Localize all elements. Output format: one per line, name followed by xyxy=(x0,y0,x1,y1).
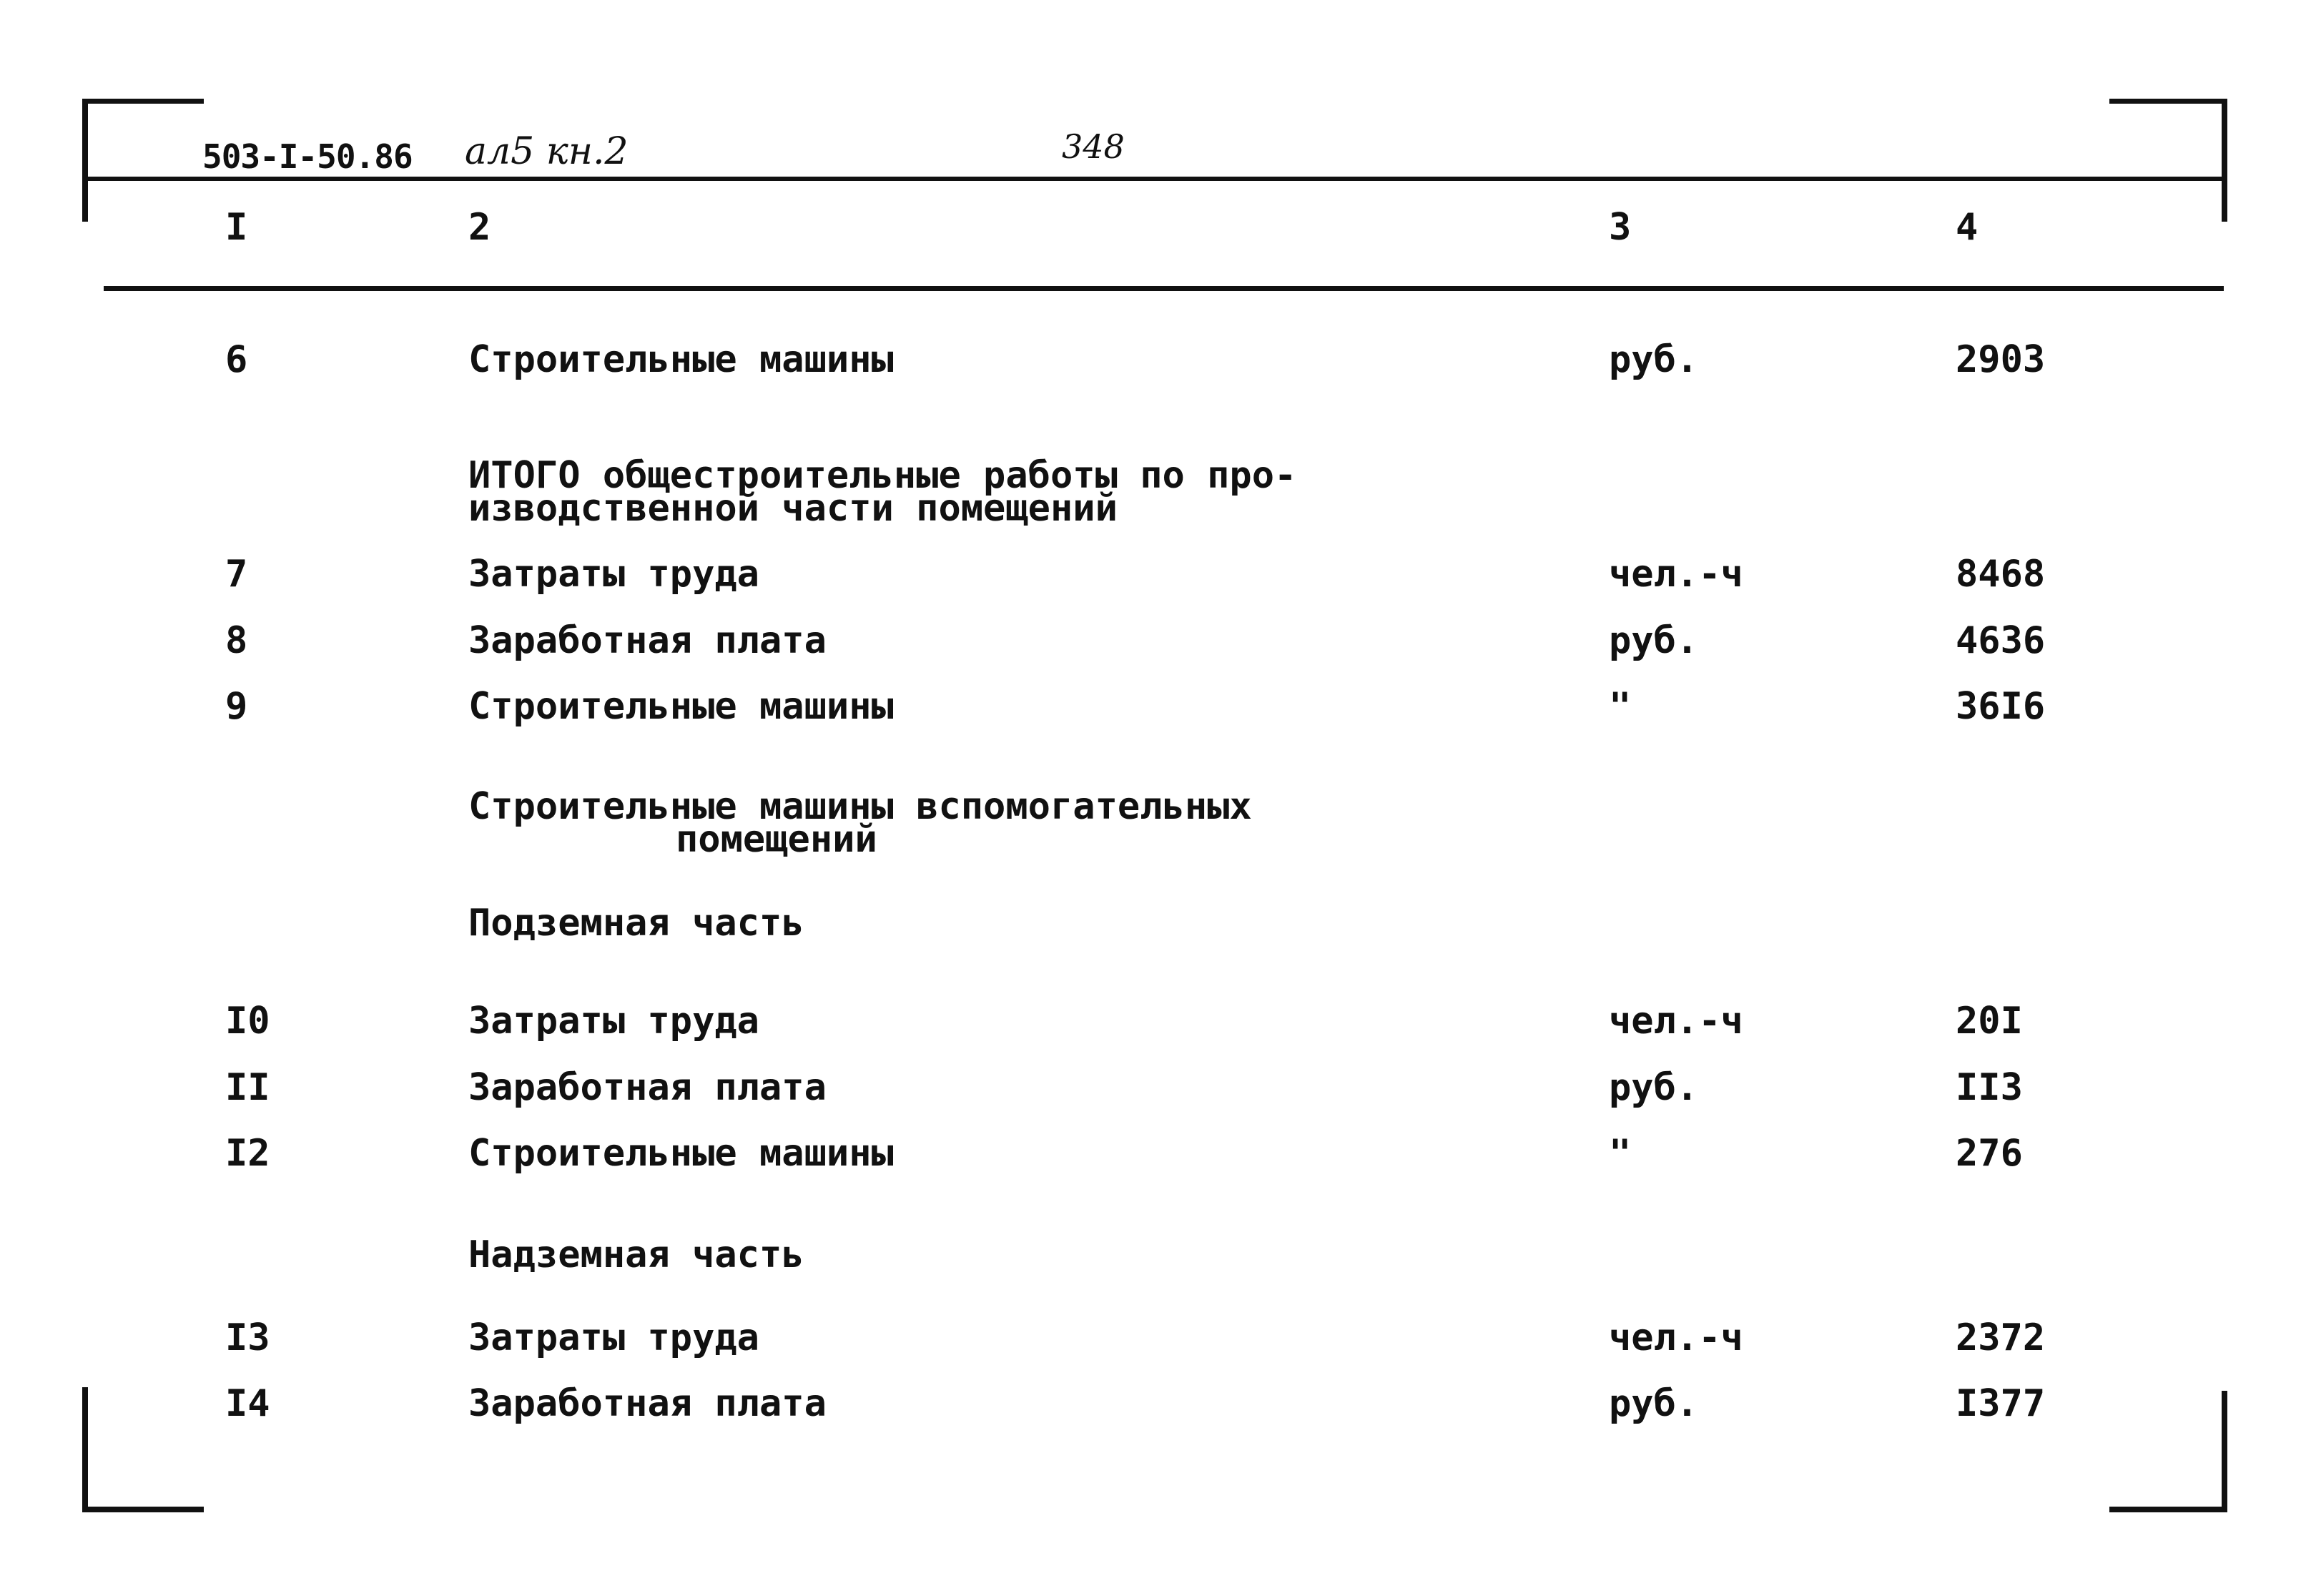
frame-corner-top-left-vertical xyxy=(82,99,88,222)
row-name: Заработная плата xyxy=(468,619,827,662)
row-value: 20I xyxy=(1956,1000,2023,1043)
row-number: I4 xyxy=(225,1382,270,1425)
row-value: 4636 xyxy=(1956,619,2046,662)
header-top-rule xyxy=(82,177,2227,181)
row-value: 2903 xyxy=(1956,338,2046,381)
column-header-1: I xyxy=(225,206,248,249)
row-unit: " xyxy=(1609,685,1632,728)
row-number: 9 xyxy=(225,685,248,728)
section-heading-line: помещений xyxy=(676,818,877,861)
subsection-aboveground: Надземная часть xyxy=(468,1233,804,1276)
frame-corner-top-right xyxy=(2109,99,2227,104)
row-name: Строительные машины xyxy=(468,685,894,728)
frame-corner-bottom-right xyxy=(2109,1507,2227,1512)
row-name: Строительные машины xyxy=(468,1132,894,1175)
row-name: Заработная плата xyxy=(468,1382,827,1425)
frame-corner-bottom-right-vertical xyxy=(2222,1391,2227,1512)
row-value: 8468 xyxy=(1956,553,2046,596)
row-unit: руб. xyxy=(1609,1066,1699,1109)
row-name: Затраты труда xyxy=(468,1316,759,1359)
row-name: Заработная плата xyxy=(468,1066,827,1109)
frame-corner-top-right-vertical xyxy=(2222,99,2227,222)
column-header-rule xyxy=(104,286,2224,291)
row-name: Строительные машины xyxy=(468,338,894,381)
section-heading-auxiliary xyxy=(468,785,1252,861)
row-number: 7 xyxy=(225,553,248,596)
section-heading-line: ИТОГО общестроительные работы по про- xyxy=(468,454,1297,497)
row-value: 2372 xyxy=(1956,1316,2046,1359)
row-unit: " xyxy=(1609,1132,1632,1175)
section-heading-total xyxy=(468,454,1297,530)
row-number: I3 xyxy=(225,1316,270,1359)
row-unit: руб. xyxy=(1609,338,1699,381)
document-code: 503-I-50.86 xyxy=(202,137,413,176)
frame-corner-bottom-left xyxy=(82,1507,204,1512)
album-label: ал5 кн.2 xyxy=(465,130,629,173)
row-number: II xyxy=(225,1066,270,1109)
row-unit: чел.-ч xyxy=(1609,1000,1743,1043)
row-value: II3 xyxy=(1956,1066,2023,1109)
column-header-4: 4 xyxy=(1956,206,1979,249)
subsection-underground: Подземная часть xyxy=(468,902,804,945)
row-number: 6 xyxy=(225,338,248,381)
row-unit: чел.-ч xyxy=(1609,1316,1743,1359)
row-number: I2 xyxy=(225,1132,270,1175)
row-number: 8 xyxy=(225,619,248,662)
row-unit: чел.-ч xyxy=(1609,553,1743,596)
column-header-2: 2 xyxy=(468,206,491,249)
row-value: 276 xyxy=(1956,1132,2023,1175)
row-value: I377 xyxy=(1956,1382,2046,1425)
section-heading-line: изводственной части помещений xyxy=(468,487,1118,530)
row-name: Затраты труда xyxy=(468,553,759,596)
row-unit: руб. xyxy=(1609,1382,1699,1425)
row-number: I0 xyxy=(225,1000,270,1043)
section-heading-line: Строительные машины вспомогательных xyxy=(468,785,1252,828)
frame-corner-top-left xyxy=(82,99,204,104)
page-number: 348 xyxy=(1062,127,1125,166)
row-name: Затраты труда xyxy=(468,1000,759,1043)
row-unit: руб. xyxy=(1609,619,1699,662)
column-header-3: 3 xyxy=(1609,206,1632,249)
row-value: 36I6 xyxy=(1956,685,2046,728)
frame-corner-bottom-left-vertical xyxy=(82,1387,88,1512)
